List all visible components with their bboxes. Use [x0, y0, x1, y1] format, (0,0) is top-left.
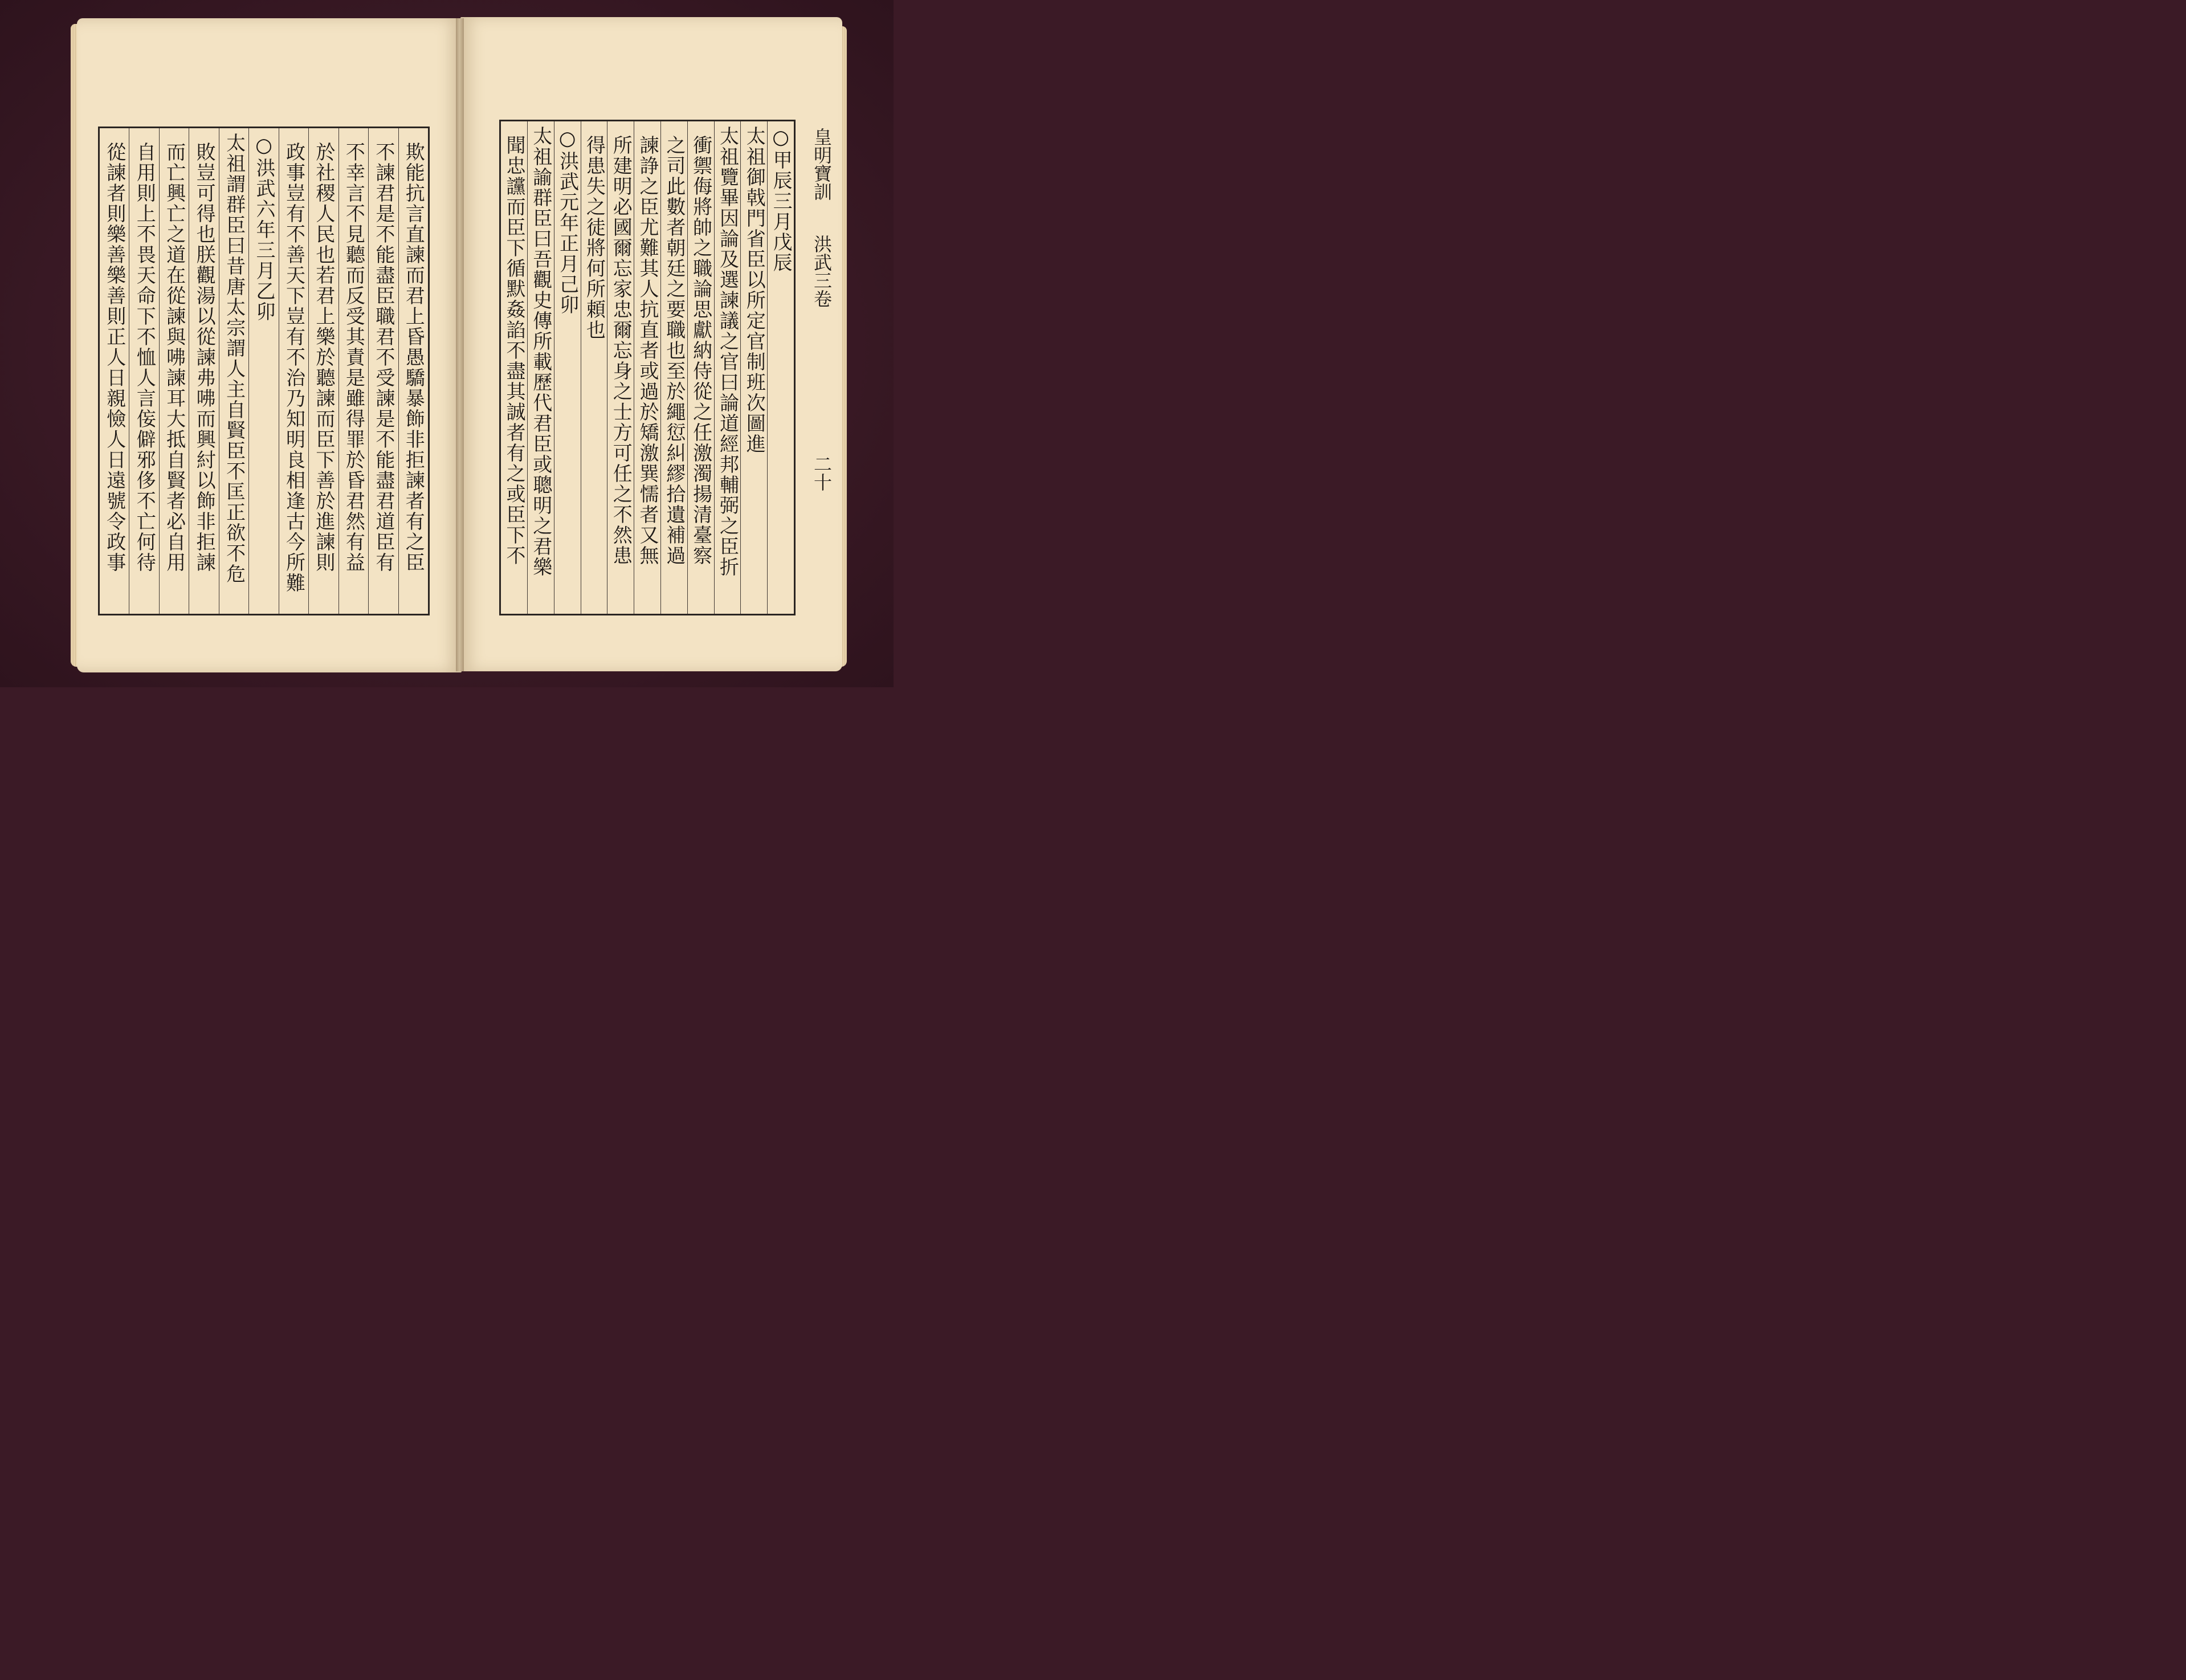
text-column: 太祖覽畢因論及選諫議之官曰論道經邦輔弼之臣折 [714, 121, 741, 614]
text-column: 得患失之徒將何所頼也 [581, 121, 607, 614]
text-column: 欺能抗言直諫而君上昏愚驕暴飾非拒諫者有之臣 [398, 128, 428, 614]
text-column: ○甲辰三月戊辰 [767, 121, 794, 614]
text-column: 衝禦侮將帥之職論思獻納侍從之任激濁揚清臺察 [687, 121, 714, 614]
text-column: ○洪武元年正月己卯 [554, 121, 581, 614]
block-heart-margin [797, 127, 834, 612]
volume-label: 洪武三卷 [811, 235, 833, 308]
text-column: 太祖謂群臣曰昔唐太宗謂人主自賢臣不匡正欲不危 [219, 128, 248, 614]
text-column: 不諫君是不能盡臣職君不受諫是不能盡君道臣有 [368, 128, 398, 614]
text-column: 諫諍之臣尤難其人抗直者或過於矯激巽懦者又無 [634, 121, 660, 614]
text-column: 從諫者則樂善樂善則正人日親憸人日遠號令政事 [103, 142, 126, 573]
text-column: 而亡興亡之道在從諫與咈諫耳大抵自賢者必自用 [159, 128, 189, 614]
right-text-block [499, 120, 796, 615]
left-text-block [98, 127, 430, 615]
text-column: 敗豈可得也朕觀湯以從諫弗咈而興紂以飾非拒諫 [189, 128, 218, 614]
text-column: 自用則上不畏天命下不恤人言侫僻邪侈不亡何待 [129, 128, 158, 614]
text-column: 太祖御戟門省臣以所定官制班次圖進 [740, 121, 767, 614]
book-spine [456, 18, 464, 671]
text-column: 之司此數者朝廷之要職也至於繩愆糾繆拾遺補過 [660, 121, 687, 614]
text-column: 聞忠讜而臣下循默姦諂不盡其誠者有之或臣下不 [502, 135, 525, 566]
text-column: 於社稷人民也若君上樂於聽諫而臣下善於進諫則 [308, 128, 338, 614]
book-title: 皇明寶訓 [811, 128, 833, 201]
text-column: 不幸言不見聽而反受其責是雖得罪於昏君然有益 [338, 128, 368, 614]
text-column: 所建明必國爾忘家忠爾忘身之士方可任之不然患 [607, 121, 634, 614]
text-column: ○洪武六年三月乙卯 [248, 128, 278, 614]
folio-number: 二十 [811, 455, 833, 491]
text-column: 政事豈有不善天下豈有不治乃知明良相逢古今所難 [279, 128, 308, 614]
text-column: 太祖諭群臣曰吾觀史傳所載歷代君臣或聰明之君樂 [527, 121, 554, 614]
